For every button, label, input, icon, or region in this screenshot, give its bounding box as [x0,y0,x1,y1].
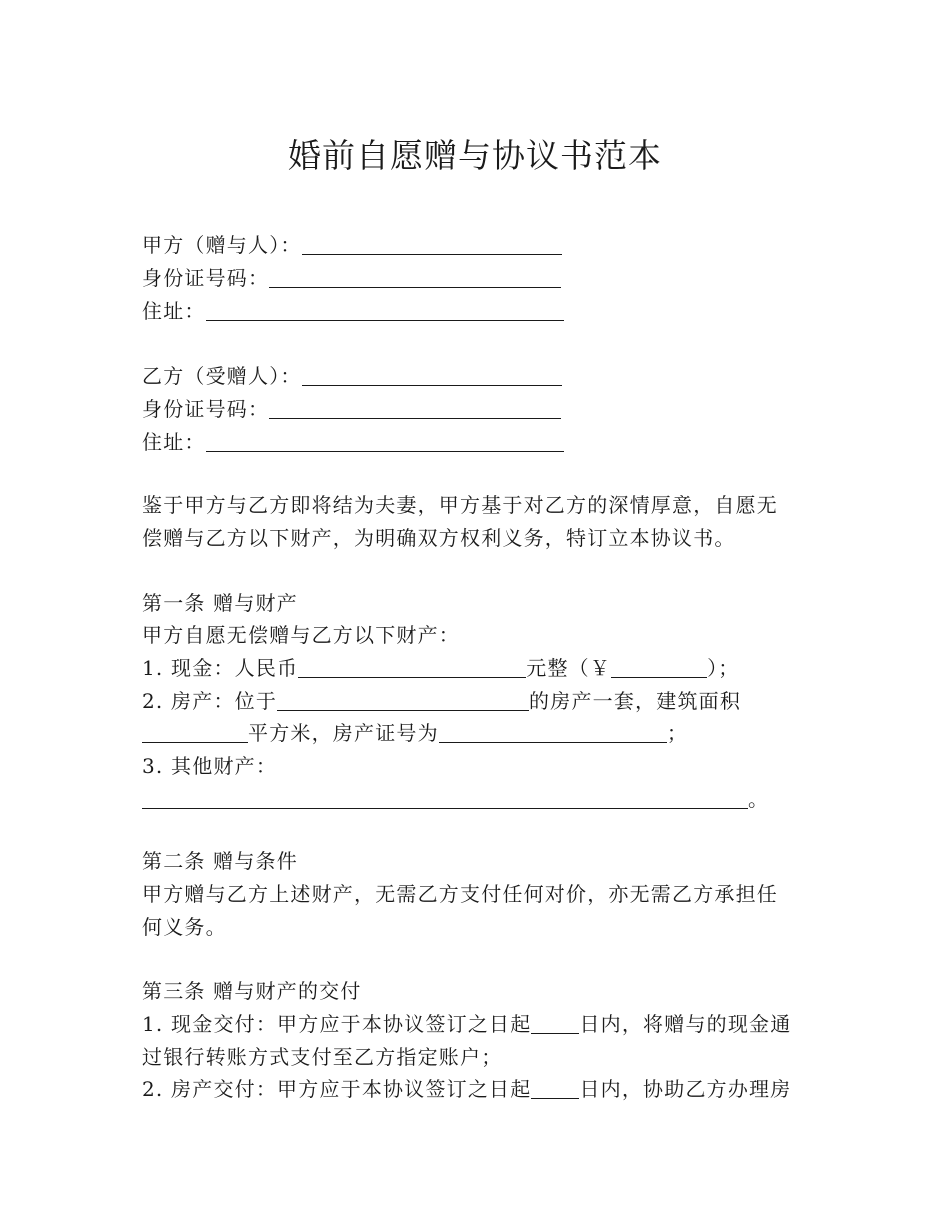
cash-close-label: ）； [707,656,740,680]
property-end-label: ； [666,721,689,745]
article-3-heading: 第三条 赠与财产的交付 [142,979,362,1003]
cash-number-blank [611,657,707,678]
property-cert-label: 平方米，房产证号为 [248,721,439,745]
property-location-blank [277,690,529,711]
article-3-item-2 [142,1074,791,1104]
cash-delivery-rest: 日内，将赠与的现金通 [579,1012,792,1036]
party-a-id-label: 身份证号码： [142,266,270,290]
article-3-item-1-cont: 过银行转账方式支付至乙方指定账户； [142,1045,503,1069]
article-2-heading: 第二条 赠与条件 [142,849,298,873]
party-a-id-line [142,263,561,293]
cash-delivery-label: 1. 现金交付：甲方应于本协议签订之日起 [142,1012,532,1036]
party-a-address-line [142,296,564,326]
article-1-item-2-cont [142,718,688,748]
other-property-blank [142,788,748,809]
party-b-id-label: 身份证号码： [142,397,270,421]
party-b-address-blank [206,431,564,452]
article-1-heading: 第一条 赠与财产 [142,591,298,615]
party-a-line [142,230,562,260]
other-property-end: 。 [748,787,770,811]
party-b-id-line [142,394,561,424]
party-b-id-blank [269,398,561,419]
party-b-address-line [142,427,564,457]
property-area-label: 的房产一套，建筑面积 [529,689,742,713]
article-1-item-2 [142,686,741,716]
party-a-address-blank [206,300,564,321]
property-cert-blank [439,722,667,743]
property-delivery-days-blank [531,1078,579,1099]
preamble-line-1: 鉴于甲方与乙方即将结为夫妻，甲方基于对乙方的深情厚意，自愿无 [142,493,778,517]
article-1-item-3-cont [142,784,769,814]
article-2-line-2: 何义务。 [142,915,227,939]
party-a-name-blank [302,234,562,255]
property-delivery-label: 2. 房产交付：甲方应于本协议签订之日起 [142,1077,532,1101]
article-1-intro: 甲方自愿无偿赠与乙方以下财产： [142,623,460,647]
property-area-blank [142,722,248,743]
cash-delivery-days-blank [531,1013,579,1034]
document-title: 婚前自愿赠与协议书范本 [288,136,662,175]
property-delivery-rest: 日内，协助乙方办理房 [579,1077,792,1101]
party-a-label: 甲方（赠与人）： [142,233,302,257]
cash-words-blank [298,657,526,678]
party-b-name-blank [302,365,562,386]
cash-label: 1. 现金：人民币 [142,656,299,680]
party-a-address-label: 住址： [142,299,206,323]
party-b-line [142,361,562,391]
party-b-label: 乙方（受赠人）： [142,364,302,388]
preamble-line-2: 偿赠与乙方以下财产，为明确双方权利义务，特订立本协议书。 [142,526,736,550]
party-b-address-label: 住址： [142,430,206,454]
article-3-item-1 [142,1009,791,1039]
cash-unit-label: 元整（￥ [526,656,612,680]
article-1-item-1 [142,653,739,683]
article-2-line-1: 甲方赠与乙方上述财产，无需乙方支付任何对价，亦无需乙方承担任 [142,882,778,906]
property-label: 2. 房产：位于 [142,689,278,713]
party-a-id-blank [269,267,561,288]
article-1-item-3: 3. 其他财产： [142,754,278,778]
